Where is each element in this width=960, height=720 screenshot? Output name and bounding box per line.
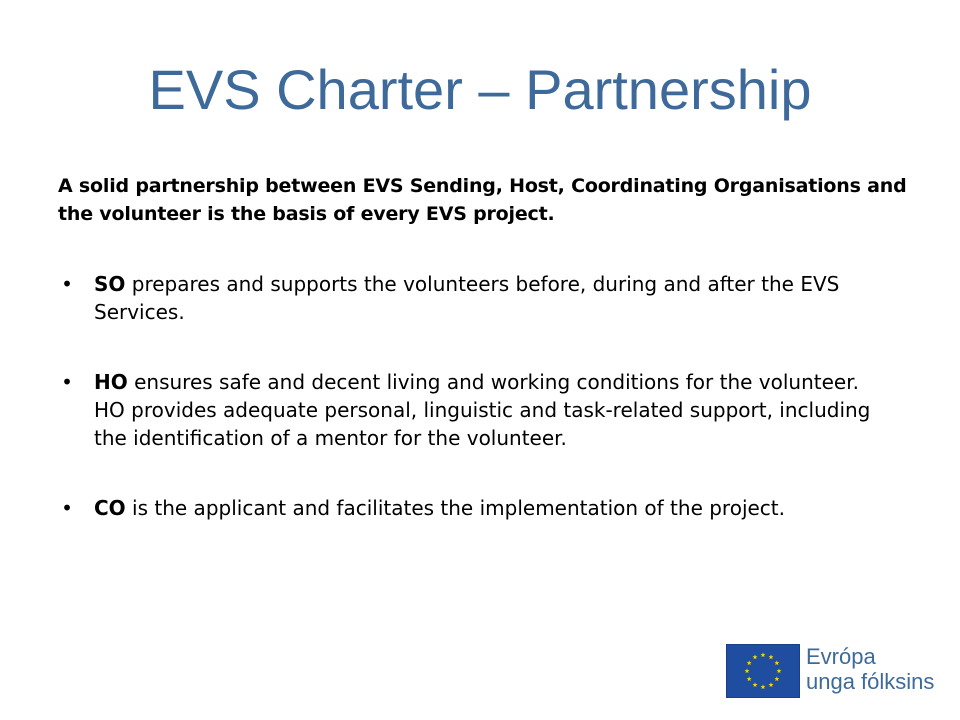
bullet-dot-icon: • (61, 370, 73, 394)
eu-star-icon (777, 668, 782, 673)
eu-star-icon (774, 660, 779, 665)
bullet-item-so (58, 270, 878, 326)
bullet-key: SO (94, 272, 126, 296)
eu-star-icon (753, 655, 758, 660)
bullet-key: CO (94, 496, 126, 520)
bullet-text: is the applicant and facilitates the implementation of the project. (125, 496, 786, 520)
eu-flag-icon (726, 644, 800, 698)
eu-star-icon (745, 668, 750, 673)
intro-paragraph: A solid partnership between EVS Sending, Host, Coordinating Organisations and the volunteer is the basis of every EVS project. (58, 175, 907, 225)
eu-flag-stars (727, 645, 799, 697)
bullet-item-ho (58, 368, 878, 452)
bullet-text: prepares and supports the volunteers before, during and after the EVS Services. (94, 272, 840, 324)
bullet-text: ensures safe and decent living and working conditions for the volunteer. HO provides adequate personal, linguistic and task-related support, including the identification of a mentor for the volunteer. (94, 370, 871, 450)
bullet-dot-icon: • (61, 496, 73, 520)
logo-line-2: unga fólksins (806, 669, 935, 694)
eu-star-icon (747, 676, 752, 681)
logo-text (806, 644, 934, 694)
bullet-item-co (58, 494, 878, 522)
bullet-key: HO (94, 370, 128, 394)
eu-star-icon (769, 655, 774, 660)
bullet-dot-icon: • (61, 272, 73, 296)
eu-star-icon (774, 676, 779, 681)
logo-line-1: Evrópa (806, 644, 876, 669)
erasmus-youth-logo (726, 644, 946, 698)
eu-star-icon (753, 682, 758, 687)
eu-star-icon (761, 684, 766, 689)
bullet-list (58, 270, 878, 564)
slide-title: EVS Charter – Partnership (148, 58, 812, 121)
eu-star-icon (761, 652, 766, 657)
eu-star-icon (769, 682, 774, 687)
eu-star-icon (747, 660, 752, 665)
